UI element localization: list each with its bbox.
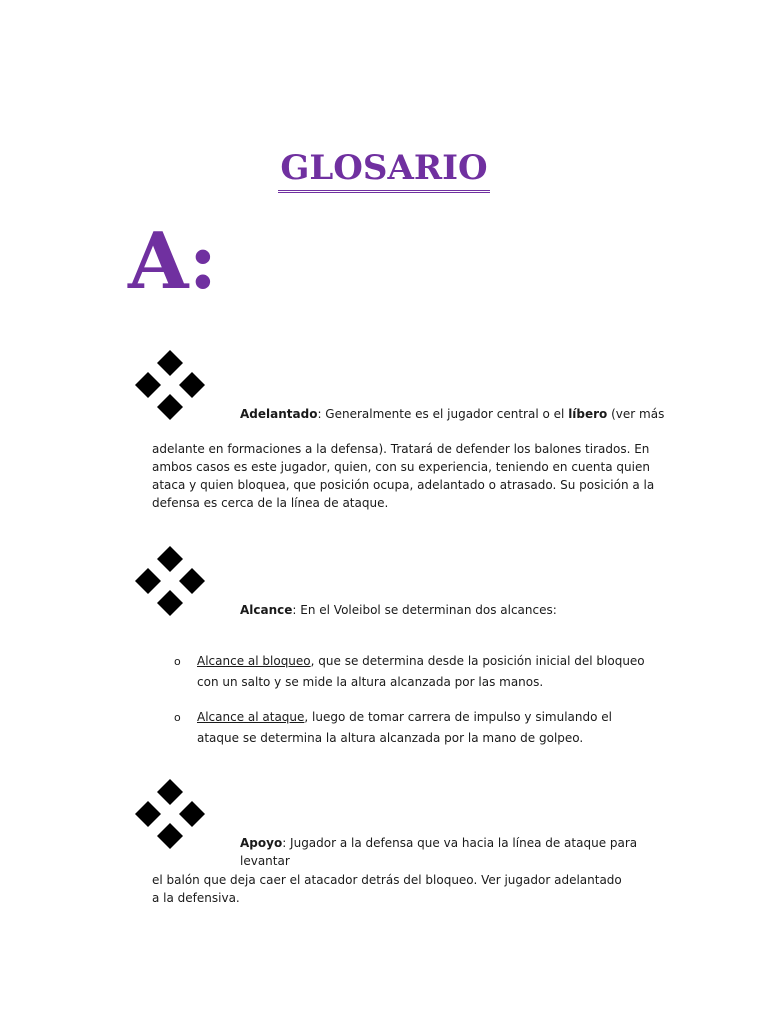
entry-adelantado-first-line: Adelantado: Generalmente es el jugador central o el líbero (ver más <box>240 407 665 421</box>
list-marker: o <box>174 711 181 724</box>
entry-alcance-first-line: Alcance: En el Voleibol se determinan dos alcances: <box>240 603 557 617</box>
entry-term: Adelantado <box>240 407 318 421</box>
entry-term: Alcance <box>240 603 293 617</box>
four-diamond-icon <box>135 350 205 420</box>
section-letter: A: <box>128 216 218 307</box>
four-diamond-icon <box>135 779 205 849</box>
libero-term: líbero <box>568 407 608 421</box>
four-diamond-icon <box>135 546 205 616</box>
entry-term: Apoyo <box>240 836 283 850</box>
list-marker: o <box>174 655 181 668</box>
alcance-bloqueo-link[interactable]: Alcance al bloqueo <box>197 654 311 668</box>
entry-apoyo-body: el balón que deja caer el atacador detrás del bloqueo. Ver jugador adelantado a la defensiva. <box>152 873 622 905</box>
alcance-ataque-link[interactable]: Alcance al ataque <box>197 710 305 724</box>
entry-apoyo-first-line: Apoyo: Jugador a la defensa que va hacia la línea de ataque para levantar <box>240 836 638 868</box>
page-title: GLOSARIO <box>0 148 768 193</box>
entry-adelantado-body: adelante en formaciones a la defensa). Tratará de defender los balones tirados. En ambos casos es este jugador, quien, con su experiencia, teniendo en cuenta quien ataca y quien bloquea, que posición ocupa, adelantado o atrasado. Su posición a la defensa es cerca de la línea de ataque. <box>152 442 655 510</box>
